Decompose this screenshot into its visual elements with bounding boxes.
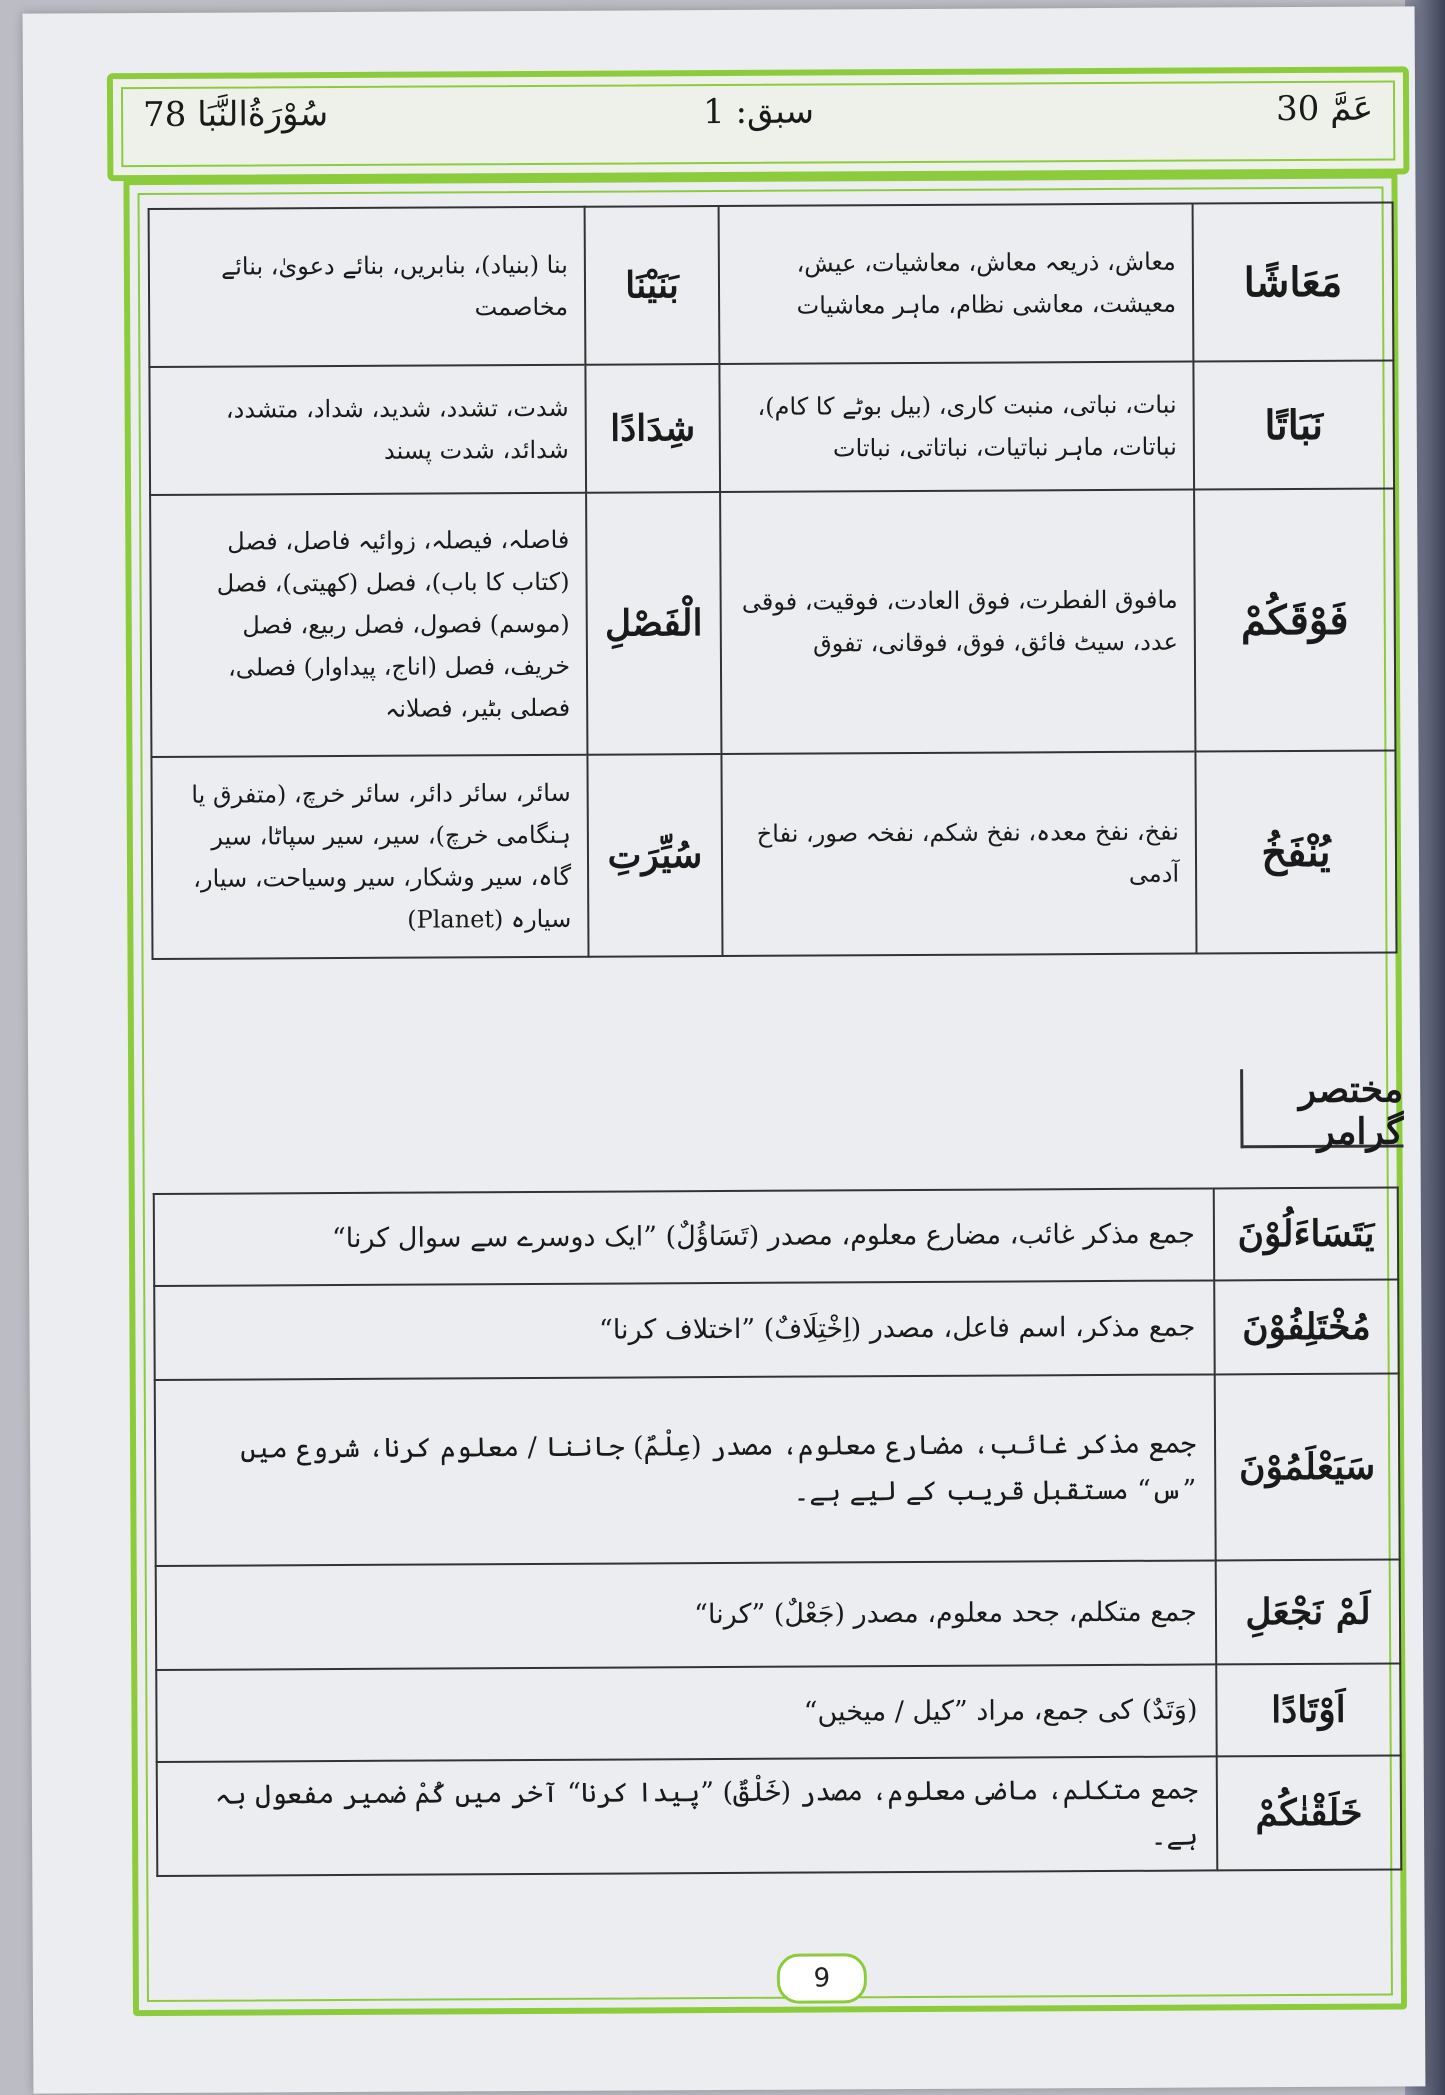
para-label: عَمَّ 30	[1275, 88, 1374, 130]
grammar-word: اَوْتَادًا	[1216, 1663, 1400, 1756]
vocab-word: مَعَاشًا	[1193, 202, 1394, 361]
grammar-word: يَتَسَاءَلُوْنَ	[1214, 1187, 1398, 1280]
table-row	[149, 202, 1394, 367]
grammar-word: خَلَقْنٰكُمْ	[1217, 1755, 1402, 1870]
grammar-description: جمع متکلم، جحد معلوم، مصدر (جَعْلٌ) ”کرنا“	[156, 1560, 1217, 1670]
vocab-derivatives: شدت، تشدد، شدید، شداد، متشدد، شدائد، شدت پسند	[149, 365, 586, 495]
table-row	[150, 488, 1395, 757]
vocab-word: يُنْفَخُ	[1195, 750, 1396, 953]
vocab-derivatives: سائر، سائر دائر، سائر خرچ، (متفرق یا ہنگامی خرچ)، سیر، سیر سپاٹا، سیر گاہ، سیر وشکار، سیر وسیاحت، سیار، سیارہ (Planet)	[151, 755, 588, 959]
vocab-word: شِدَادًا	[585, 364, 720, 493]
table-row	[149, 360, 1394, 495]
table-row	[155, 1373, 1400, 1566]
vocabulary-table	[148, 201, 1398, 960]
table-row	[156, 1663, 1400, 1762]
table-row	[156, 1559, 1401, 1670]
vocab-derivatives: فاصلہ، فیصلہ، زوائیہ فاصل، فصل (کتاب کا باب)، فصل (کھیتی)، فصل (موسم) فصول، فصل ربیع، فصل خریف، فصل (اناج، پیداوار) فصلی، فصلی بٹیر، فصلانہ	[150, 493, 587, 757]
vocab-derivatives: نفخ، نفخ معدہ، نفخ شکم، نفخہ صور، نفاخ آدمی	[721, 752, 1196, 956]
grammar-description: جمع مذکر غائب، مضارع معلوم، مصدر (تَسَاؤُلٌ) ”ایک دوسرے سے سوال کرنا“	[154, 1188, 1214, 1286]
surah-title: سُوْرَةُالنَّبَا 78	[142, 94, 329, 136]
grammar-description: جمع مذکر، اسم فاعل، مصدر (اِخْتِلَافٌ) ”اختلاف کرنا“	[154, 1280, 1214, 1380]
table-row	[154, 1187, 1398, 1286]
vocab-derivatives: بنا (بنیاد)، بنابریں، بنائے دعویٰ، بنائے مخاصمت	[149, 207, 586, 367]
grammar-description: جمع مذکر غائب، مضارع معلوم، مصدر (عِلْمٌ) جاننا / معلوم کرنا، شروع میں ”س“ مستقبل قریب کے لیے ہے۔	[155, 1374, 1216, 1566]
lesson-label: سبق: 1	[702, 91, 815, 133]
grammar-description: (وَتَدٌ) کی جمع، مراد ”کیل / میخیں“	[156, 1664, 1216, 1762]
vocab-derivatives: معاش، ذریعہ معاش، معاشیات، عیش، معیشت، معاشی نظام، ماہر معاشیات	[719, 204, 1194, 364]
page	[23, 6, 1426, 2093]
vocab-word: فَوْقَكُمْ	[1194, 488, 1395, 751]
page-number: 9	[777, 1953, 867, 2003]
vocab-word: سُيِّرَتِ	[587, 754, 722, 957]
table-row	[154, 1279, 1398, 1380]
grammar-table	[153, 1186, 1403, 1876]
vocab-derivatives: نبات، نباتی، منبت کاری، (بیل بوٹے کا کام)، نباتات، ماہر نباتیات، نباتاتی، نباتات	[719, 362, 1194, 492]
table-row	[151, 750, 1396, 959]
grammar-word: لَمْ نَجْعَلِ	[1216, 1559, 1401, 1664]
grammar-word: سَيَعْلَمُوْنَ	[1215, 1373, 1400, 1560]
vocab-word: نَبَاتًا	[1193, 360, 1394, 489]
vocab-derivatives: مافوق الفطرت، فوق العادت، فوقیت، فوقی عدد، سیٹ فائق، فوق، فوقانی، تفوق	[720, 490, 1195, 754]
vocab-word: بَنَيْنَا	[585, 206, 720, 365]
table-row	[157, 1755, 1402, 1875]
grammar-description: جمع متکلم، ماضی معلوم، مصدر (خَلْقٌ) ”پیدا کرنا“ آخر میں کُمْ ضمیر مفعول بہ ہے۔	[157, 1756, 1218, 1875]
vocab-word: الْفَصْلِ	[586, 492, 721, 755]
grammar-word: مُخْتَلِفُوْنَ	[1214, 1279, 1398, 1374]
header-frame	[107, 66, 1410, 181]
grammar-heading: مختصر گرامر	[1240, 1068, 1403, 1148]
